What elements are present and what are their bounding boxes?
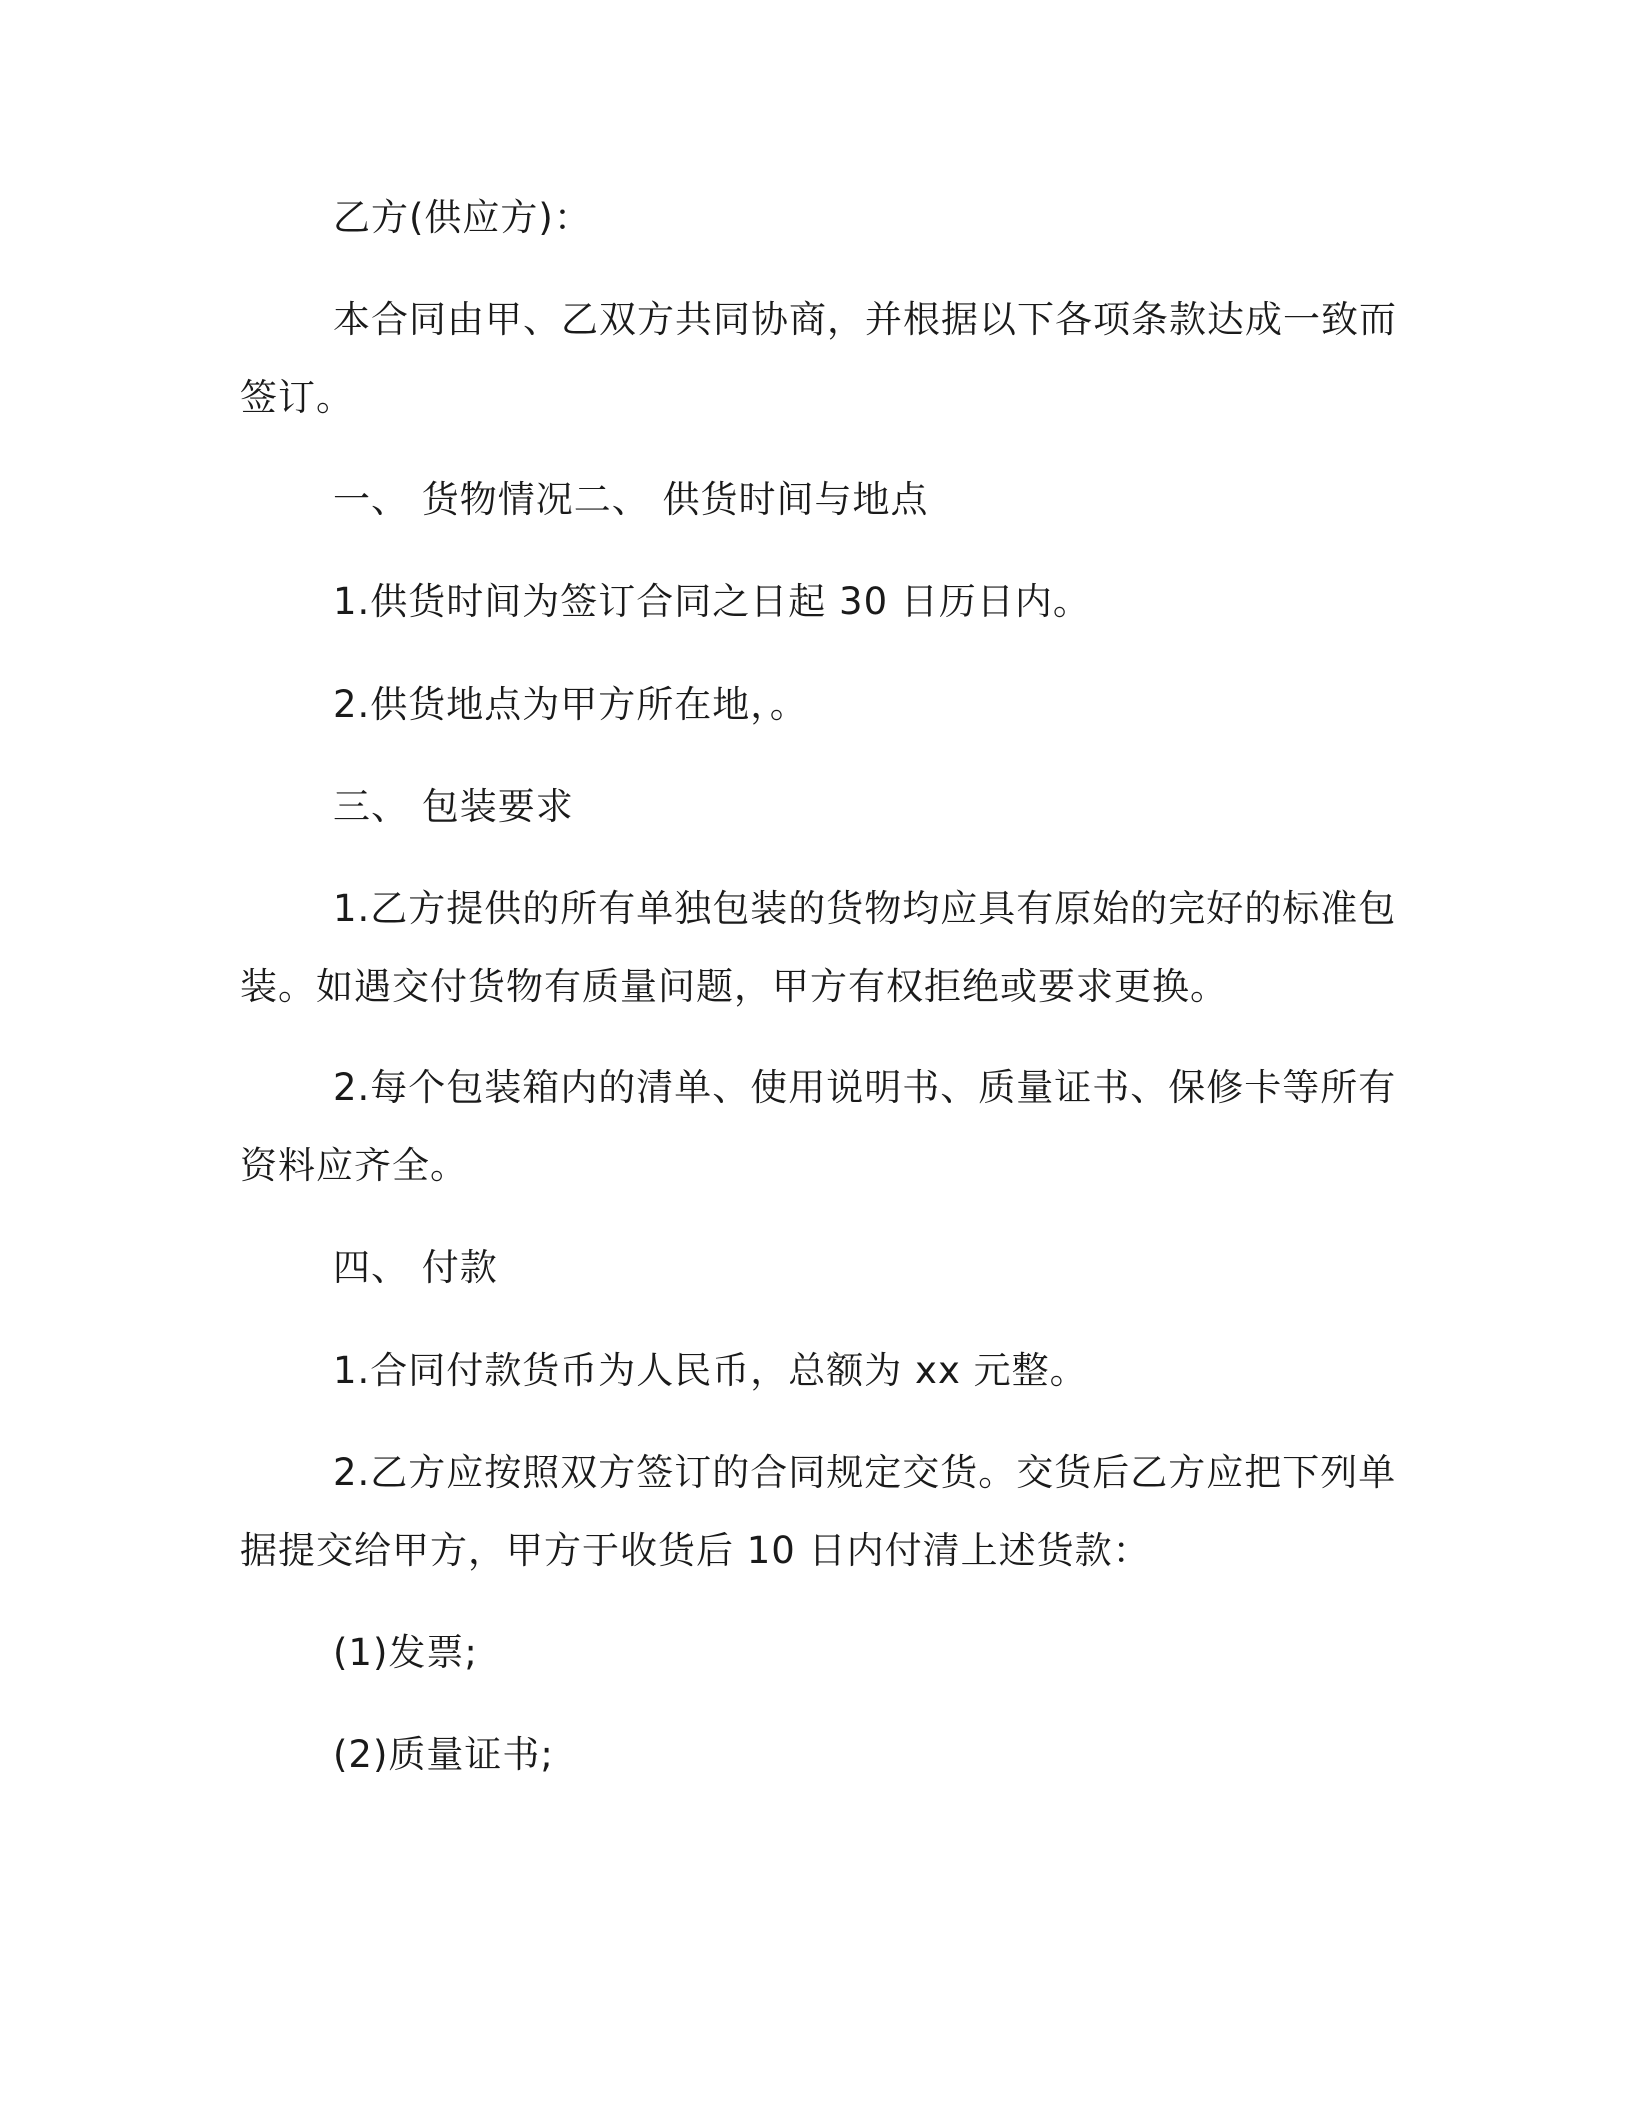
- section-heading-packaging: 三、 包装要求: [333, 785, 574, 828]
- section-heading-goods-delivery: 一、 货物情况二、 供货时间与地点: [333, 478, 929, 521]
- packaging-clause-2-line-1: 2.每个包装箱内的清单、使用说明书、质量证书、保修卡等所有: [333, 1066, 1397, 1109]
- payment-clause-2-line-1: 2.乙方应按照双方签订的合同规定交货。交货后乙方应把下列单: [333, 1451, 1397, 1494]
- delivery-time-clause: 1.供货时间为签订合同之日起 30 日历日内。: [333, 580, 1091, 623]
- packaging-clause-1-line-1: 1.乙方提供的所有单独包装的货物均应具有原始的完好的标准包: [333, 887, 1397, 930]
- payment-clause-1: 1.合同付款货币为人民币，总额为 xx 元整。: [333, 1349, 1088, 1392]
- payment-document-invoice: (1)发票;: [333, 1631, 478, 1674]
- party-b-label: 乙方(供应方)：: [333, 196, 592, 239]
- payment-document-quality-cert: (2)质量证书;: [333, 1733, 554, 1776]
- preamble-line-2: 签订。: [240, 376, 354, 419]
- delivery-place-clause: 2.供货地点为甲方所在地，。: [333, 683, 808, 726]
- preamble-line-1: 本合同由甲、乙双方共同协商，并根据以下各项条款达成一致而: [333, 298, 1397, 341]
- section-heading-payment: 四、 付款: [333, 1246, 498, 1289]
- packaging-clause-2-line-2: 资料应齐全。: [240, 1144, 468, 1187]
- payment-clause-2-line-2: 据提交给甲方，甲方于收货后 10 日内付清上述货款：: [240, 1529, 1151, 1572]
- packaging-clause-1-line-2: 装。如遇交付货物有质量问题，甲方有权拒绝或要求更换。: [240, 965, 1228, 1008]
